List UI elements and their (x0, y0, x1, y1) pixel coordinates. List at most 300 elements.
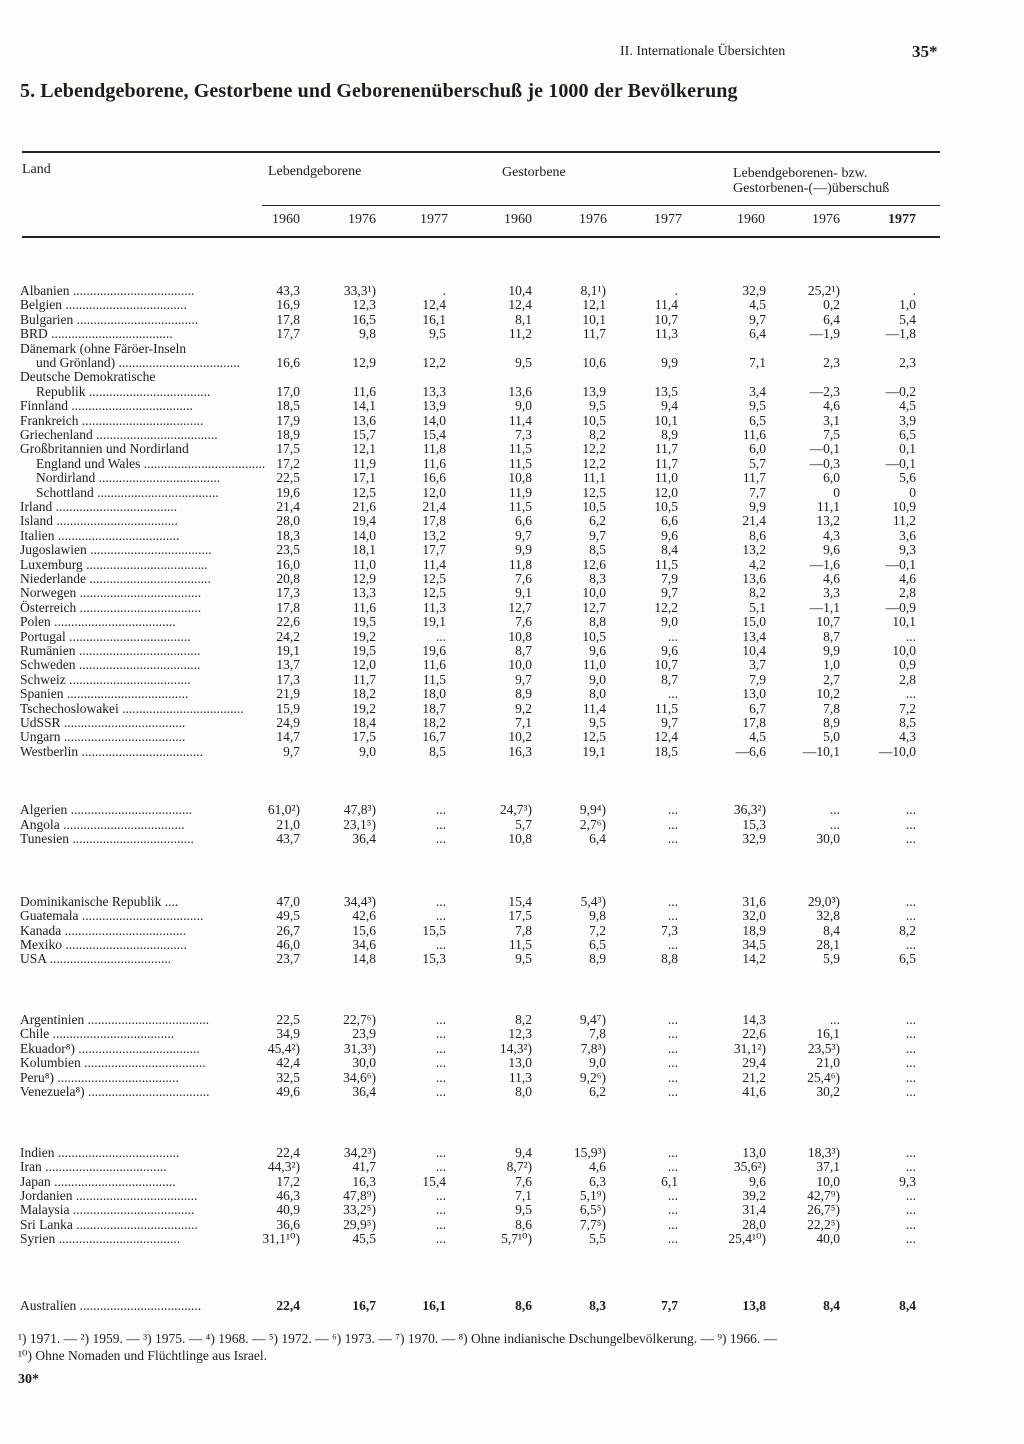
value-cell: 10,1 (654, 412, 678, 428)
value-cell: 11,0 (352, 556, 376, 572)
value-cell: 30,0 (352, 1055, 376, 1071)
value-cell: 12,1 (352, 441, 376, 457)
value-cell: 6,0 (823, 470, 840, 486)
country-name: Japan .................................... (20, 1173, 176, 1189)
value-cell: 7,3 (515, 427, 532, 442)
value-cell: 11,2 (892, 513, 916, 529)
value-cell: ... (435, 802, 446, 817)
value-cell: ... (435, 1230, 446, 1246)
value-cell: 7,7⁵) (579, 1216, 606, 1232)
country-name: Schottland .................................... (36, 484, 219, 500)
country-name: Portugal .................................... (20, 628, 191, 644)
value-cell: 12,7 (508, 599, 532, 615)
value-cell: 8,4 (823, 922, 840, 938)
value-cell: 6,5 (899, 427, 916, 442)
value-cell: 6,2 (589, 513, 606, 529)
value-cell: 41,7 (352, 1159, 376, 1175)
value-cell: 12,0 (654, 484, 678, 500)
value-cell: 14,3²) (499, 1040, 532, 1056)
value-cell: —1,9 (809, 326, 840, 342)
table-row (0, 952, 1024, 966)
value-cell: 3,4 (749, 383, 766, 399)
value-cell: 49,6 (276, 1084, 300, 1099)
value-cell: 18,3³) (807, 1145, 840, 1160)
value-cell: 9,4 (661, 398, 678, 414)
table-row (0, 687, 1024, 701)
value-cell: 16,3 (508, 743, 532, 759)
value-cell: 6,1 (661, 1173, 678, 1189)
country-name: Dänemark (ohne Färöer-Inseln (20, 340, 187, 356)
value-cell: 10,8 (508, 628, 532, 644)
value-cell: 11,6 (422, 657, 446, 673)
value-cell: 9,5 (589, 398, 606, 414)
footnote-line-1: ¹) 1971. — ²) 1959. — ³) 1975. — ⁴) 1968. — ⁵) 1972. — ⁶) 1973. — ⁷) 1970. — ⁸) Ohne indianische Dschungelbevölkerung. — ⁹) 1966. — (18, 1331, 778, 1346)
value-cell: 26,7⁵) (807, 1202, 840, 1218)
value-cell: 8,9 (589, 951, 606, 967)
value-cell: 28,0 (742, 1216, 766, 1232)
value-cell: 47,8⁹) (343, 1187, 376, 1203)
value-cell: 34,9 (276, 1026, 300, 1042)
country-name: Finnland .................................... (20, 398, 193, 414)
value-cell: 9,8 (589, 908, 606, 924)
value-cell: 5,5 (589, 1230, 606, 1246)
value-cell: 12,0 (352, 657, 376, 673)
value-cell: 0 (833, 484, 840, 500)
value-cell: 24,7³) (499, 802, 532, 817)
value-cell: 17,7 (276, 326, 300, 342)
value-cell: 12,2 (582, 455, 606, 471)
value-cell: 22,2⁵) (807, 1216, 840, 1232)
value-cell: 9,2 (515, 700, 532, 716)
country-name: Peru⁸) .................................... (20, 1069, 179, 1085)
value-cell: 16,5 (352, 311, 376, 327)
value-cell: 11,0 (654, 470, 678, 486)
value-cell: 8,4 (661, 542, 678, 558)
value-cell: 6,4 (749, 326, 766, 342)
value-cell: 7,2 (589, 922, 606, 938)
value-cell: ... (667, 1159, 678, 1175)
country-name: USA .................................... (20, 951, 172, 967)
value-cell: 11,7 (742, 470, 766, 486)
value-cell: ... (905, 1159, 916, 1175)
table-row (0, 1027, 1024, 1041)
value-cell: 17,7 (422, 542, 446, 558)
table-row (0, 702, 1024, 716)
value-cell: 30,2 (816, 1084, 840, 1099)
value-cell: 13,5 (654, 383, 678, 399)
table-row (0, 1071, 1024, 1085)
value-cell: 23,1⁵) (343, 816, 376, 832)
value-cell: 31,3³) (343, 1040, 376, 1056)
value-cell: 7,1 (515, 715, 532, 730)
value-cell: 2,3 (899, 355, 916, 370)
header-ueberschuss-line2: Gestorbenen-(—)überschuß (733, 181, 890, 196)
value-cell: 45,4²) (267, 1040, 300, 1056)
value-cell: 9,0 (515, 398, 532, 414)
value-cell: ... (905, 1145, 916, 1160)
value-cell: 13,3 (422, 383, 446, 399)
value-cell: 25,4¹⁰) (728, 1230, 766, 1246)
value-cell: 11,3 (508, 1069, 532, 1085)
value-cell: 41,6 (742, 1084, 766, 1099)
table-row (0, 486, 1024, 500)
country-name: UdSSR .................................... (20, 715, 186, 730)
table-row (0, 342, 1024, 356)
country-name: Jordanien .................................... (20, 1187, 198, 1203)
value-cell: 9,9⁴) (579, 802, 606, 817)
value-cell: ... (905, 1012, 916, 1027)
value-cell: 7,3 (661, 922, 678, 938)
value-cell: 8,1 (515, 311, 532, 327)
value-cell: 11,7 (352, 671, 376, 687)
value-cell: 39,2 (742, 1187, 766, 1203)
value-cell: 15,3 (422, 951, 446, 967)
value-cell: 11,0 (582, 657, 606, 673)
table-row (0, 500, 1024, 514)
table-row (0, 909, 1024, 923)
value-cell: 9,9 (823, 643, 840, 658)
table-row (0, 730, 1024, 744)
year-header-8: 1976 (812, 212, 840, 227)
table-row (0, 1056, 1024, 1070)
year-header-4: 1960 (504, 212, 532, 227)
table-row (0, 745, 1024, 759)
value-cell: 13,6 (742, 571, 766, 586)
value-cell: 10,2 (508, 729, 532, 745)
country-name: Syrien .................................... (20, 1230, 181, 1246)
table-row (0, 818, 1024, 832)
value-cell: 11,5 (422, 671, 446, 687)
value-cell: 13,9 (582, 383, 606, 399)
value-cell: 11,8 (508, 556, 532, 572)
value-cell: 21,0 (276, 816, 300, 832)
value-cell: 36,4 (352, 831, 376, 846)
value-cell: 43,3 (276, 283, 300, 298)
country-name: Österreich .................................... (20, 599, 202, 615)
value-cell: 47,8³) (343, 802, 376, 817)
value-cell: 11,5 (508, 499, 532, 514)
value-cell: 8,2 (749, 585, 766, 601)
table-row (0, 313, 1024, 327)
value-cell: 16,6 (276, 355, 300, 370)
value-cell: 11,4 (582, 700, 606, 716)
value-cell: 7,2 (899, 700, 916, 716)
value-cell: 7,7 (749, 484, 766, 500)
value-cell: 8,2 (515, 1012, 532, 1027)
value-cell: ... (905, 1069, 916, 1085)
value-cell: ... (667, 816, 678, 832)
value-cell: 11,3 (422, 599, 446, 615)
country-name: Mexiko .................................... (20, 936, 187, 952)
value-cell: 8,0 (589, 686, 606, 702)
table-row (0, 924, 1024, 938)
value-cell: 1,0 (823, 657, 840, 673)
value-cell: 9,5 (515, 355, 532, 370)
value-cell: 18,7 (422, 700, 446, 716)
value-cell: 45,5 (352, 1230, 376, 1246)
value-cell: 15,3 (742, 816, 766, 832)
value-cell: 5,4³) (580, 894, 606, 909)
value-cell: 4,2 (749, 556, 766, 572)
value-cell: ... (905, 894, 916, 909)
value-cell: ... (905, 1026, 916, 1042)
value-cell: 8,2 (899, 922, 916, 938)
value-cell: —6,6 (735, 743, 766, 759)
value-cell: 22,7⁶) (343, 1012, 376, 1027)
header-land: Land (22, 162, 51, 177)
value-cell: 8,6 (515, 1216, 532, 1232)
value-cell: 12,9 (352, 571, 376, 586)
value-cell: 15,9 (276, 700, 300, 716)
value-cell: 8,0 (515, 1084, 532, 1099)
value-cell: ... (667, 1069, 678, 1085)
value-cell: 11,5 (654, 700, 678, 716)
value-cell: 28,0 (276, 513, 300, 529)
value-cell: 32,0 (742, 908, 766, 924)
value-cell: 18,2 (422, 715, 446, 730)
value-cell: 3,7 (749, 657, 766, 673)
country-name: und Grönland) .................................... (36, 355, 240, 370)
value-cell: 15,6 (352, 922, 376, 938)
value-cell: 13,3 (352, 585, 376, 601)
value-cell: 2,7⁶) (579, 816, 606, 832)
value-cell: 9,4 (515, 1145, 532, 1160)
value-cell: ... (905, 908, 916, 924)
table-row (0, 1085, 1024, 1099)
value-cell: 16,9 (276, 297, 300, 313)
value-cell: 11,7 (654, 455, 678, 471)
table-row (0, 1203, 1024, 1217)
value-cell: 11,7 (582, 326, 606, 342)
value-cell: 46,0 (276, 936, 300, 952)
value-cell: 7,8 (515, 922, 532, 938)
country-name: Island .................................... (20, 513, 178, 529)
header-gestorbene: Gestorbene (502, 165, 566, 180)
table-row (0, 1013, 1024, 1027)
table-row (0, 399, 1024, 413)
value-cell: 61,0²) (267, 802, 300, 817)
value-cell: 19,6 (422, 643, 446, 658)
value-cell: 0 (909, 484, 916, 500)
value-cell: 11,6 (352, 383, 376, 399)
value-cell: 14,0 (352, 527, 376, 543)
value-cell: 9,6 (661, 643, 678, 658)
value-cell: 11,5 (508, 441, 532, 457)
country-name: Kolumbien .................................... (20, 1055, 206, 1071)
value-cell: 16,6 (422, 470, 446, 486)
value-cell: 9,3 (899, 542, 916, 558)
value-cell: 44,3²) (267, 1159, 300, 1175)
value-cell: 0,2 (823, 297, 840, 313)
table-row (0, 644, 1024, 658)
value-cell: 16,1 (816, 1026, 840, 1042)
value-cell: 8,3 (589, 571, 606, 586)
value-cell: . (442, 283, 446, 298)
value-cell: 18,9 (742, 922, 766, 938)
year-header-6: 1977 (654, 212, 682, 227)
country-name: Rumänien .................................... (20, 643, 201, 658)
value-cell: 9,5 (429, 326, 446, 342)
value-cell: 18,1 (352, 542, 376, 558)
value-cell: 12,2 (422, 355, 446, 370)
value-cell: 19,5 (352, 643, 376, 658)
value-cell: 8,3 (589, 1298, 606, 1313)
value-cell: 12,7 (582, 599, 606, 615)
table-row (0, 673, 1024, 687)
country-name: Australien .................................... (20, 1298, 202, 1313)
value-cell: 0,1 (899, 441, 916, 457)
value-cell: ... (905, 1040, 916, 1056)
country-name: Albanien .................................... (20, 283, 195, 298)
value-cell: 4,3 (899, 729, 916, 745)
value-cell: 12,3 (352, 297, 376, 313)
value-cell: 11,5 (508, 455, 532, 471)
value-cell: 9,9 (661, 355, 678, 370)
value-cell: 9,0 (661, 614, 678, 630)
value-cell: 7,6 (515, 571, 532, 586)
value-cell: 7,9 (661, 571, 678, 586)
value-cell: 6,6 (661, 513, 678, 529)
value-cell: . (912, 283, 916, 298)
value-cell: 34,6 (352, 936, 376, 952)
value-cell: —1,8 (885, 326, 916, 342)
value-cell: ... (905, 1084, 916, 1099)
value-cell: 9,6 (823, 542, 840, 558)
value-cell: 17,0 (276, 383, 300, 399)
country-name: Italien .................................... (20, 527, 180, 543)
value-cell: ... (667, 1040, 678, 1056)
value-cell: 24,9 (276, 715, 300, 730)
value-cell: 16,7 (422, 729, 446, 745)
value-cell: 8,1¹) (580, 283, 606, 298)
value-cell: ... (435, 1202, 446, 1218)
value-cell: 22,6 (276, 614, 300, 630)
value-cell: ... (905, 831, 916, 846)
value-cell: 6,5 (749, 412, 766, 428)
country-name: Chile .................................... (20, 1026, 175, 1042)
value-cell: ... (435, 1040, 446, 1056)
value-cell: 7,9 (749, 671, 766, 687)
value-cell: 17,5 (352, 729, 376, 745)
value-cell: —10,0 (878, 743, 916, 759)
country-name: Jugoslawien .................................... (20, 542, 212, 558)
value-cell: 11,2 (508, 326, 532, 342)
value-cell: 15,4 (422, 427, 446, 442)
value-cell: 19,5 (352, 614, 376, 630)
value-cell: ... (905, 1187, 916, 1203)
table-row (0, 1299, 1024, 1313)
value-cell: 9,0 (589, 1055, 606, 1071)
value-cell: 26,7 (276, 922, 300, 938)
value-cell: 12,6 (582, 556, 606, 572)
value-cell: 15,9³) (573, 1145, 606, 1160)
table-row (0, 658, 1024, 672)
table-row (0, 1146, 1024, 1160)
value-cell: 7,8³) (580, 1040, 606, 1056)
value-cell: 42,7⁹) (807, 1187, 840, 1203)
value-cell: 13,2 (422, 527, 446, 543)
table-row (0, 298, 1024, 312)
table-row (0, 471, 1024, 485)
year-header-2: 1976 (348, 212, 376, 227)
value-cell: ... (435, 1187, 446, 1203)
value-cell: 4,5 (749, 729, 766, 745)
table-row (0, 586, 1024, 600)
value-cell: 12,5 (582, 729, 606, 745)
value-cell: 4,6 (823, 398, 840, 414)
value-cell: 25,2¹) (807, 283, 840, 298)
country-name: Nordirland .................................... (36, 470, 221, 486)
value-cell: 11,3 (654, 326, 678, 342)
value-cell: 36,4 (352, 1084, 376, 1099)
value-cell: 16,0 (276, 556, 300, 572)
value-cell: 10,4 (742, 643, 766, 658)
value-cell: ... (905, 686, 916, 702)
value-cell: 8,8 (589, 614, 606, 630)
value-cell: 9,7 (589, 527, 606, 543)
value-cell: 22,4 (276, 1298, 300, 1313)
value-cell: 34,4³) (343, 894, 376, 909)
value-cell: 10,7 (654, 311, 678, 327)
value-cell: 7,1 (515, 1187, 532, 1203)
year-header-3: 1977 (420, 212, 448, 227)
value-cell: 40,9 (276, 1202, 300, 1218)
footnote-line-2: ¹⁰) Ohne Nomaden und Flüchtlinge aus Israel. (18, 1348, 268, 1363)
country-name: Malaysia .................................... (20, 1202, 195, 1218)
value-cell: ... (667, 1084, 678, 1099)
value-cell: 6,0 (749, 441, 766, 457)
value-cell: 10,9 (892, 499, 916, 514)
value-cell: 11,1 (816, 499, 840, 514)
value-cell: 9,7 (661, 585, 678, 601)
value-cell: 21,4 (422, 499, 446, 514)
value-cell: ... (667, 1145, 678, 1160)
country-name: Venezuela⁸) .................................... (20, 1084, 210, 1099)
value-cell: 18,9 (276, 427, 300, 442)
table-row (0, 895, 1024, 909)
value-cell: 10,5 (582, 628, 606, 644)
country-name: Angola .................................... (20, 816, 185, 832)
value-cell: 10,6 (582, 355, 606, 370)
value-cell: 6,2 (589, 1084, 606, 1099)
table-row (0, 1160, 1024, 1174)
value-cell: 0,9 (899, 657, 916, 673)
value-cell: 15,4 (508, 894, 532, 909)
country-name: Tunesien .................................... (20, 831, 194, 846)
country-name: Sri Lanka .................................... (20, 1216, 198, 1232)
value-cell: 3,9 (899, 412, 916, 428)
value-cell: ... (435, 894, 446, 909)
value-cell: 6,4 (823, 311, 840, 327)
country-name: Schweiz .................................... (20, 671, 191, 687)
value-cell: 17,8 (422, 513, 446, 529)
value-cell: 7,1 (749, 355, 766, 370)
country-name: Guatemala .................................... (20, 908, 204, 924)
value-cell: 14,3 (742, 1012, 766, 1027)
value-cell: 13,9 (422, 398, 446, 414)
value-cell: 6,4 (589, 831, 606, 846)
value-cell: 10,1 (582, 311, 606, 327)
value-cell: ... (667, 936, 678, 952)
value-cell: ... (435, 1026, 446, 1042)
value-cell: 2,8 (899, 671, 916, 687)
value-cell: 31,6 (742, 894, 766, 909)
value-cell: 17,8 (276, 599, 300, 615)
value-cell: 19,6 (276, 484, 300, 500)
table-row (0, 543, 1024, 557)
value-cell: 17,5 (276, 441, 300, 457)
value-cell: 8,7 (515, 643, 532, 658)
